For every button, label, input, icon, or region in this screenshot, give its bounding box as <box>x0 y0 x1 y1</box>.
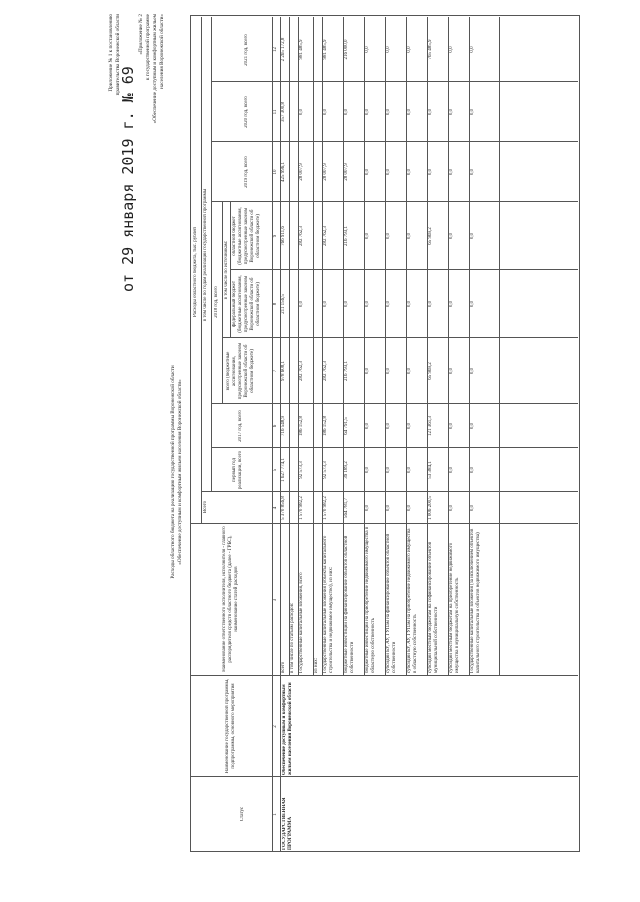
row-value: 0,0 <box>449 422 454 430</box>
row-value: 0,0 <box>365 422 370 430</box>
program-name: Обеспечение доступным и комфортным жильем населения Воронежской области <box>282 682 293 775</box>
row-value: 39 189,2 <box>344 461 349 479</box>
column-number: 12 <box>273 47 278 52</box>
header-2017: 2017 год, всего <box>238 410 243 442</box>
row-value: 53 384,1 <box>428 461 433 479</box>
header-incl-sources: в том числе по источникам: <box>224 240 229 300</box>
row-value: 1 006 200,5 <box>428 496 433 520</box>
appendix-line1: Приложение № 1 к постановлению <box>108 14 114 92</box>
column-divider <box>211 447 578 448</box>
row-value: 0,0 <box>386 367 391 375</box>
header-rule <box>222 202 223 404</box>
row-value: 282 762,3 <box>323 226 328 246</box>
header-2018-total: всего (бюджетные ассигнования, предусмотренные законом Воронежской области об областном бюджете) <box>226 342 255 400</box>
row-label: всего <box>281 661 286 673</box>
row-value: 0,0 <box>407 232 412 240</box>
row-value: 0,0 <box>449 466 454 474</box>
row-value: 0,0 <box>470 504 475 512</box>
row-value: 0,0 <box>365 232 370 240</box>
header-rule <box>201 17 202 524</box>
column-number: 5 <box>273 468 278 472</box>
row-value: 0,0 <box>470 367 475 375</box>
header-total: Всего <box>203 500 208 514</box>
column-divider <box>211 201 578 202</box>
row-value: 282 762,3 <box>299 361 304 381</box>
row-label: в том числе по статьям расходов: <box>290 602 295 673</box>
row-value: 0,0 <box>449 108 454 116</box>
date-prefix: от <box>119 273 137 292</box>
header-responsible: Наименование ответственного исполнителя, исполнителя - главного распорядителя средств областного бюджета (далее - ГРБС), наименование статей расходов <box>222 526 239 672</box>
row-value: 0,0 <box>407 168 412 176</box>
row-value: 0,0 <box>449 300 454 308</box>
header-first-year: первый год реализации, всего <box>232 450 243 490</box>
header-2020: 2020 год, всего <box>244 96 249 128</box>
row-value: 425 996,1 <box>281 162 286 182</box>
row-value: 0,0 <box>323 108 328 116</box>
row-value: 0,0 <box>407 422 412 430</box>
resolution-number: № 69 <box>119 66 137 103</box>
row-value: 0,0 <box>470 466 475 474</box>
row-value: 0,0 <box>407 46 412 53</box>
row-value: 0,0 <box>449 367 454 375</box>
row-value: 0,0 <box>386 422 391 430</box>
row-value: 716 548,9 <box>281 416 286 436</box>
column-number: 10 <box>273 169 278 175</box>
row-rule <box>448 17 449 676</box>
header-rule <box>211 17 212 492</box>
column-divider <box>201 491 578 492</box>
row-value: 0,0 <box>449 504 454 512</box>
row-value: 0,0 <box>470 46 475 53</box>
row-label: субсидии БУ, АУ, ГУПам на приобретение недвижимого имущества в областную собственность <box>407 528 418 673</box>
row-value: 0,0 <box>470 108 475 116</box>
row-rule <box>364 17 365 676</box>
row-value: 216 793,1 <box>344 226 349 246</box>
row-label: субсидии местным бюджетам на приобретение недвижимого имущества в муниципальную собственность <box>449 542 460 673</box>
column-divider <box>211 141 578 142</box>
row-value: 65 969,2 <box>428 362 433 380</box>
row-value: 765 485,9 <box>428 39 433 60</box>
row-value: 0,0 <box>407 300 412 308</box>
appendix-line2: правительства Воронежской области <box>115 14 121 96</box>
header-2018: 2018 год, всего <box>214 286 219 318</box>
row-value: 0,0 <box>365 46 370 53</box>
column-number: 8 <box>273 302 278 306</box>
row-value: 564 781,7 <box>344 498 349 518</box>
row-value: 0,0 <box>365 466 370 474</box>
header-rule <box>272 17 273 852</box>
row-value: 0,0 <box>386 108 391 116</box>
row-rule <box>385 17 386 676</box>
row-value: 0,0 <box>470 300 475 308</box>
appendix-line4: к государственной программе <box>145 14 151 80</box>
column-divider <box>222 337 578 338</box>
column-number: 6 <box>273 424 278 428</box>
row-label: субсидии местным бюджетам на софинансирование объектов муниципальной собственности <box>428 541 439 673</box>
appendix-line5: «Обеспечение доступным и комфортным жильем <box>152 14 158 124</box>
header-by-years: в том числе по годам реализации государственной программы <box>203 188 208 322</box>
column-divider <box>190 675 578 676</box>
row-value: 978 608,1 <box>281 361 286 381</box>
header-2021: 2021 год, всего <box>244 34 249 66</box>
column-number: 9 <box>273 234 278 238</box>
row-value: 0,0 <box>407 108 412 116</box>
row-value: 0,0 <box>407 504 412 512</box>
row-value: 0,0 <box>449 232 454 240</box>
column-number: 4 <box>273 506 278 510</box>
column-number: 2 <box>273 725 278 728</box>
header-rule <box>280 17 281 852</box>
header-expenses: Расходы областного бюджета, тыс. рублей <box>193 227 198 317</box>
row-value: 0,0 <box>470 422 475 430</box>
row-value: 981 485,9 <box>323 39 328 60</box>
row-value: 0,0 <box>299 108 304 116</box>
row-value: 216 793,1 <box>344 361 349 381</box>
row-rule <box>499 17 500 676</box>
row-value: 65 969,2 <box>428 227 433 245</box>
row-value: 766 911,6 <box>281 226 286 246</box>
header-program-name: Наименование государственной программы, подпрограммы, основного мероприятия <box>225 678 236 774</box>
row-value: 0,0 <box>386 46 391 53</box>
row-value: 0,0 <box>470 232 475 240</box>
row-value: 282 762,3 <box>323 361 328 381</box>
row-value: 0,0 <box>386 466 391 474</box>
header-regional: областной бюджет (бюджетные ассигнования, предусмотренные законом Воронежской области об областном бюджете) <box>232 207 261 265</box>
row-value: 981 485,9 <box>299 39 304 60</box>
row-value: 0,0 <box>365 168 370 176</box>
row-value: 92 573,3 <box>323 461 328 479</box>
row-value: 0,0 <box>344 108 349 116</box>
row-value: 28 007,9 <box>323 163 328 181</box>
row-rule <box>406 17 407 676</box>
row-value: 0,0 <box>407 466 412 474</box>
row-rule <box>289 17 290 676</box>
row-rule <box>298 17 299 676</box>
row-label: Государственные капитальные вложения, всего <box>299 572 304 673</box>
row-value: 0,0 <box>428 300 433 308</box>
row-value: 0,0 <box>344 300 349 308</box>
row-label: бюджетные инвестиции на финансирование объектов областной собственности <box>344 535 355 673</box>
row-label: из них: <box>314 657 319 673</box>
header-2019: 2019 год, всего <box>244 156 249 188</box>
document-title-line2: «Обеспечение доступным и комфортным жильем населения Воронежской области» <box>177 379 183 565</box>
document-title-line1: Расходы областного бюджета на реализацию государственной программы Воронежской области <box>170 365 176 579</box>
row-value: 1 570 982,2 <box>299 496 304 520</box>
row-value: 1 627 774,1 <box>281 458 286 482</box>
row-value: 28 007,9 <box>344 163 349 181</box>
row-value: 0,0 <box>428 168 433 176</box>
column-number: 3 <box>273 598 278 602</box>
row-value: 0,0 <box>365 367 370 375</box>
row-value: 0,0 <box>449 168 454 176</box>
header-rule <box>230 202 231 338</box>
row-value: 121 361,3 <box>428 416 433 436</box>
row-value: 5 370 856,8 <box>281 496 286 520</box>
row-value: 1 570 982,2 <box>323 496 328 520</box>
column-divider <box>190 523 578 524</box>
row-value: 282 762,3 <box>299 226 304 246</box>
row-value: 0,0 <box>365 108 370 116</box>
row-value: 0,0 <box>299 300 304 308</box>
row-value: 0,0 <box>365 504 370 512</box>
row-value: 28 007,9 <box>299 163 304 181</box>
column-divider <box>211 403 578 404</box>
row-value: 357 300,8 <box>281 102 286 122</box>
column-divider <box>190 776 578 777</box>
column-number: 7 <box>273 369 278 373</box>
row-value: 0,0 <box>365 300 370 308</box>
row-value: 0,0 <box>386 168 391 176</box>
row-rule <box>322 17 323 676</box>
row-rule <box>427 17 428 676</box>
row-value: 0,0 <box>449 46 454 53</box>
appendix-line3: «Приложение № 2 <box>138 14 144 55</box>
column-number: 1 <box>273 813 278 816</box>
row-value: 186 152,8 <box>323 416 328 436</box>
row-value: 0,0 <box>386 504 391 512</box>
row-label: Государственные капитальные вложения (объекты капитального строительства и недвижимое имущество), из них: <box>323 535 334 673</box>
row-value: 216 000,0 <box>344 39 349 60</box>
column-divider <box>230 269 578 270</box>
row-rule <box>343 17 344 676</box>
program-status: ГОСУДАРСТВЕННАЯ ПРОГРАММА <box>282 797 293 850</box>
row-value: 0,0 <box>407 367 412 375</box>
row-value: 0,0 <box>428 108 433 116</box>
column-number: 11 <box>273 109 278 115</box>
resolution-date-line <box>120 66 136 292</box>
row-value: 0,0 <box>386 300 391 308</box>
row-rule <box>313 17 314 676</box>
row-label: бюджетные инвестиции на приобретение недвижимого имущества в областную собственность <box>365 526 376 673</box>
column-divider <box>211 81 578 82</box>
row-value: 211 156,5 <box>281 294 286 314</box>
row-value: 186 152,8 <box>299 416 304 436</box>
row-value: 0,0 <box>323 300 328 308</box>
row-value: 2 265 172,8 <box>281 37 286 62</box>
header-federal: федеральный бюджет (бюджетные ассигнования, предусмотренные законом Воронежской области об областном бюджете) <box>232 275 261 333</box>
row-label: Государственные капитальные вложения (за исключением объектов капитального строительства и объектов недвижимого имущества) <box>470 528 481 673</box>
appendix-line6: населения Воронежской области» <box>159 14 165 89</box>
header-status: Статус <box>240 806 245 822</box>
row-label: субсидии БУ, АУ, ГУПам на финансирование объектов областной собственности <box>386 533 397 673</box>
row-value: 0,0 <box>386 232 391 240</box>
row-value: 0,0 <box>470 168 475 176</box>
row-value: 92 573,3 <box>299 461 304 479</box>
row-rule <box>469 17 470 676</box>
resolution-date: 29 января 2019 г. <box>119 111 137 265</box>
row-value: 64 791,5 <box>344 417 349 435</box>
